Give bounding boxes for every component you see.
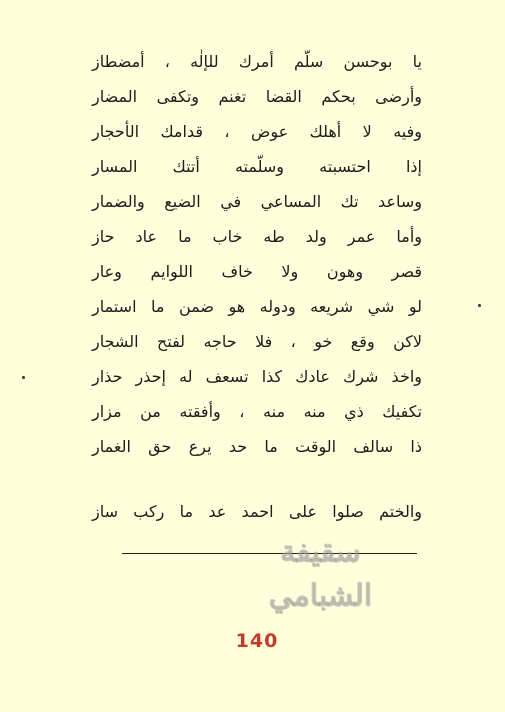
verse-line: لو شي شريعه ودوله هو ضمن ما استمار <box>92 297 422 316</box>
verse-line: وأما عمر ولد طه خاب ما عاد حاز <box>92 227 422 246</box>
verse-line: وأرضى بحكم القضا تغنم وتكفى المضار <box>92 87 422 106</box>
closing-verse-block <box>92 494 422 529</box>
verse-line: لاكن وقع خو ، فلا حاجه لفتح الشجار <box>92 332 422 351</box>
verse-line: وفيه لا أهلك عوض ، قدامك الأحجار <box>92 122 422 141</box>
verse-line: قصر وهون ولا خاف اللوايم وعار <box>92 262 422 281</box>
poem-verses <box>92 44 422 464</box>
verse-line: ذا سالف الوقت ما حد يرع حق الغمار <box>92 437 422 456</box>
speck-mark <box>22 376 25 379</box>
verse-line: يا بوحسن سلّم أمرك للإلٰه ، أمضطاز <box>92 52 422 71</box>
verse-line: إذا احتسبته وسلّمته أتتك المسار <box>92 157 422 176</box>
verse-line: تكفيك ذي منه منه ، وأفقته من مزار <box>92 402 422 421</box>
verse-line: واخذ شرك عادك كذا تسعف له إحذر حذار <box>92 367 422 386</box>
closing-verse: والختم صلوا على احمد عد ما ركب ساز <box>92 502 422 521</box>
verse-line: وساعد تك المساعي في الضيع والضمار <box>92 192 422 211</box>
speck-mark <box>478 304 481 307</box>
page-number: 140 <box>235 630 279 652</box>
watermark-text: سقيفة الشبامي <box>268 534 372 613</box>
